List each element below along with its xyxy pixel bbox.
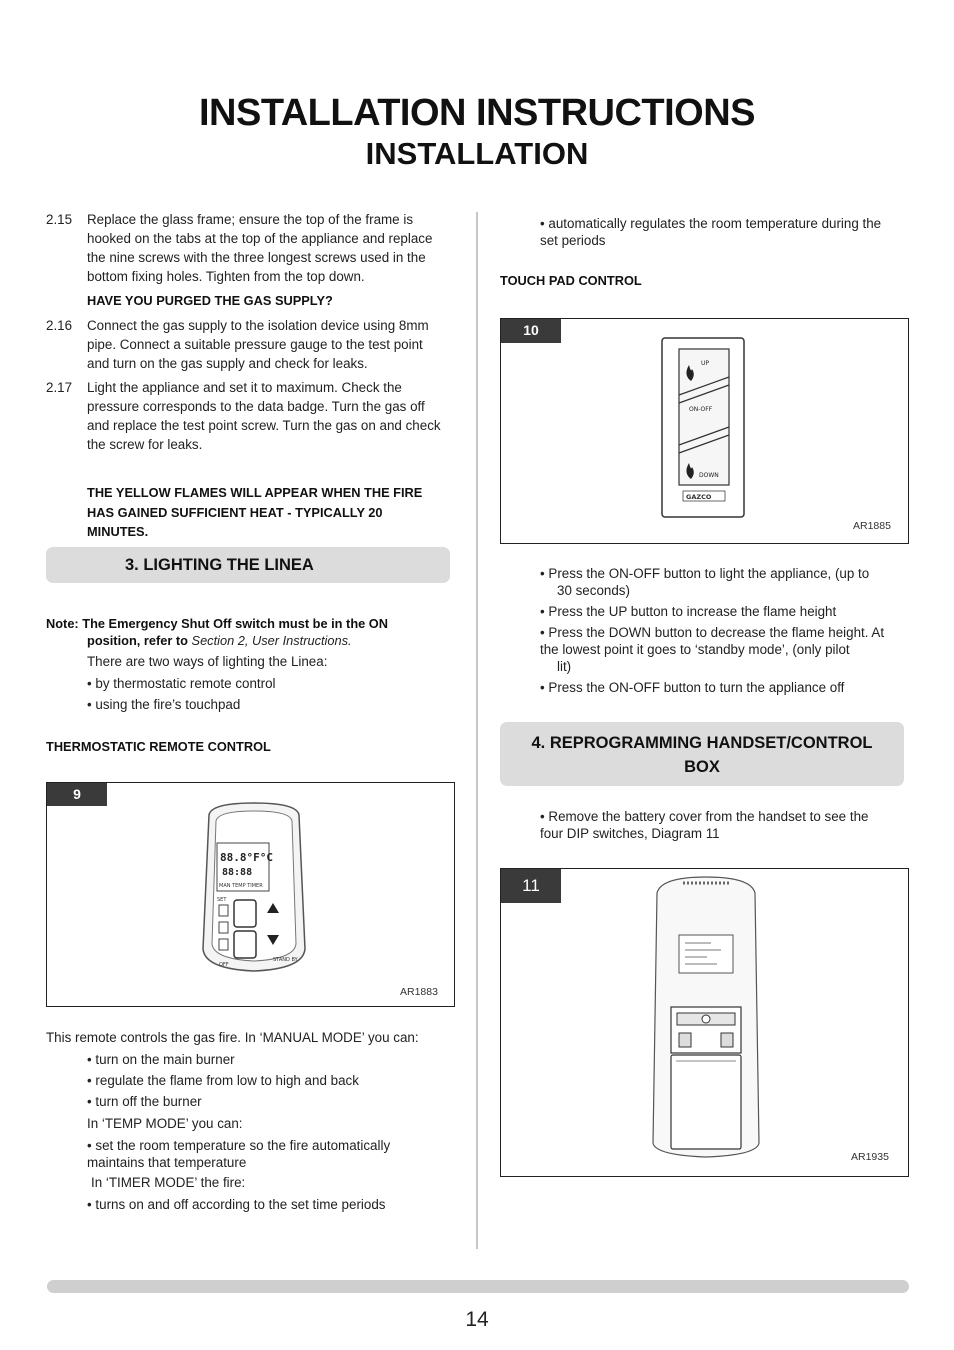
note-position-text: position, refer to	[87, 633, 188, 648]
figure-11-code: AR1935	[851, 1151, 889, 1163]
timer-bullet: • turns on and off according to the set time periods	[87, 1197, 386, 1212]
text-line: THE YELLOW FLAMES WILL APPEAR WHEN THE FIRE	[87, 485, 423, 500]
touch-bullet-2: • Press the UP button to increase the flame height	[540, 604, 837, 619]
step-number-2-17: 2.17	[46, 380, 73, 395]
handset-back-illustration	[641, 873, 771, 1159]
step-2-16-text	[87, 316, 467, 373]
auto-regulate-line-1: • automatically regulates the room temperature during the	[540, 216, 882, 231]
temp-mode-intro: In ‘TEMP MODE’ you can:	[87, 1116, 243, 1131]
figure-11-tag: 11	[501, 869, 561, 903]
touch-pad-heading: TOUCH PAD CONTROL	[500, 273, 642, 288]
page-number: 14	[465, 1308, 489, 1331]
section-3-title: 3. LIGHTING THE LINEA	[125, 556, 314, 574]
figure-9-code: AR1883	[400, 986, 438, 998]
page-title: INSTALLATION INSTRUCTIONS	[198, 92, 756, 134]
purge-gas-note: HAVE YOU PURGED THE GAS SUPPLY?	[87, 293, 333, 308]
manual-bullet: • regulate the flame from low to high and back	[87, 1073, 359, 1088]
step-number-2-15: 2.15	[46, 212, 73, 227]
text-line: Light the appliance and set it to maximum. Check the	[87, 380, 402, 395]
lighting-bullet: • using the fire’s touchpad	[87, 697, 241, 712]
temp-bullet-line-1: • set the room temperature so the fire automatically	[87, 1138, 391, 1153]
figure-9-box	[46, 782, 455, 1007]
section-3-heading	[46, 547, 450, 583]
column-divider	[476, 212, 478, 1249]
step-2-17-text	[87, 378, 467, 454]
remote-intro: This remote controls the gas fire. In ‘MANUAL MODE’ you can:	[46, 1030, 419, 1045]
touch-bullet-3-line-1: • Press the DOWN button to decrease the flame height. At	[540, 625, 885, 640]
section-4-title-line: BOX	[684, 758, 720, 776]
step-2-15-text	[87, 210, 467, 286]
text-line: hooked on the tabs at the top of the appliance and replace	[87, 231, 433, 246]
figure-9-tag: 9	[47, 783, 107, 806]
text-line: Replace the glass frame; ensure the top of the frame is	[87, 212, 414, 227]
remove-cover-line-2: four DIP switches, Diagram 11	[540, 826, 720, 841]
text-line: and replace the test point screw. Turn the gas on and check	[87, 418, 441, 433]
text-line: HAS GAINED SUFFICIENT HEAT - TYPICALLY 20	[87, 504, 383, 520]
note-line-1: Note: The Emergency Shut Off switch must be in the ON	[46, 616, 388, 631]
text-line: the nine screws with the three longest screws used in the	[87, 250, 426, 265]
lcd-mode-labels: MAN TEMP TIMER	[219, 883, 263, 889]
step-number-2-16: 2.16	[46, 318, 73, 333]
text-line: pipe. Connect a suitable pressure gauge to the test point	[87, 337, 423, 352]
touch-bullet-4: • Press the ON-OFF button to turn the appliance off	[540, 680, 845, 695]
text-line: MINUTES.	[87, 524, 149, 539]
section-4-title	[500, 731, 904, 779]
down-label: DOWN	[699, 472, 719, 479]
thermostatic-remote-illustration	[189, 801, 319, 973]
text-line: bottom fixing holes. Tighten from the top down.	[87, 269, 365, 284]
touch-bullet-1-line-2: 30 seconds)	[557, 583, 630, 598]
up-label: UP	[701, 360, 710, 367]
thermostatic-heading: THERMOSTATIC REMOTE CONTROL	[46, 739, 271, 754]
page-subtitle: INSTALLATION	[365, 136, 589, 171]
brand-logo: GAZCO	[686, 493, 712, 501]
text-line: Connect the gas supply to the isolation device using 8mm	[87, 318, 429, 333]
touch-pad-illustration	[661, 337, 745, 519]
touch-bullet-1-line-1: • Press the ON-OFF button to light the appliance, (up to	[540, 566, 870, 581]
text-line: the screw for leaks.	[87, 437, 203, 452]
note-line-2	[87, 632, 352, 649]
manual-bullet: • turn off the burner	[87, 1094, 202, 1109]
touch-bullet-3-line-2: the lowest point it goes to ‘standby mode’, (only pilot	[540, 642, 850, 657]
temp-bullet-line-2: maintains that temperature	[87, 1155, 247, 1170]
remove-cover-line-1: • Remove the battery cover from the handset to see the	[540, 809, 869, 824]
auto-regulate-line-2: set periods	[540, 233, 606, 248]
note-section-reference: Section 2, User Instructions.	[191, 633, 352, 648]
touch-bullet-3-line-3: lit)	[557, 659, 572, 674]
set-label: SET	[217, 897, 227, 903]
yellow-flames-note	[87, 483, 457, 542]
timer-mode-intro: In ‘TIMER MODE’ the fire:	[91, 1175, 246, 1190]
section-4-title-line: 4. REPROGRAMMING HANDSET/CONTROL	[531, 734, 873, 752]
figure-10-code: AR1885	[853, 520, 891, 532]
footer-bar	[47, 1280, 909, 1293]
figure-11-box	[500, 868, 909, 1177]
off-label: OFF	[219, 962, 229, 968]
section-4-heading	[500, 722, 904, 786]
manual-bullet: • turn on the main burner	[87, 1052, 235, 1067]
figure-10-box	[500, 318, 909, 544]
lcd-temperature: 88.8°F°C	[220, 851, 273, 864]
text-line: and turn on the gas supply and check for leaks.	[87, 356, 368, 371]
lighting-intro: There are two ways of lighting the Linea:	[87, 654, 328, 669]
lcd-time: 88:88	[222, 867, 253, 878]
figure-10-tag: 10	[501, 319, 561, 343]
lighting-bullet: • by thermostatic remote control	[87, 676, 276, 691]
text-line: pressure corresponds to the data badge. Turn the gas off	[87, 399, 425, 414]
standby-label: STAND BY	[273, 957, 298, 963]
on-off-label: ON-OFF	[689, 406, 713, 413]
